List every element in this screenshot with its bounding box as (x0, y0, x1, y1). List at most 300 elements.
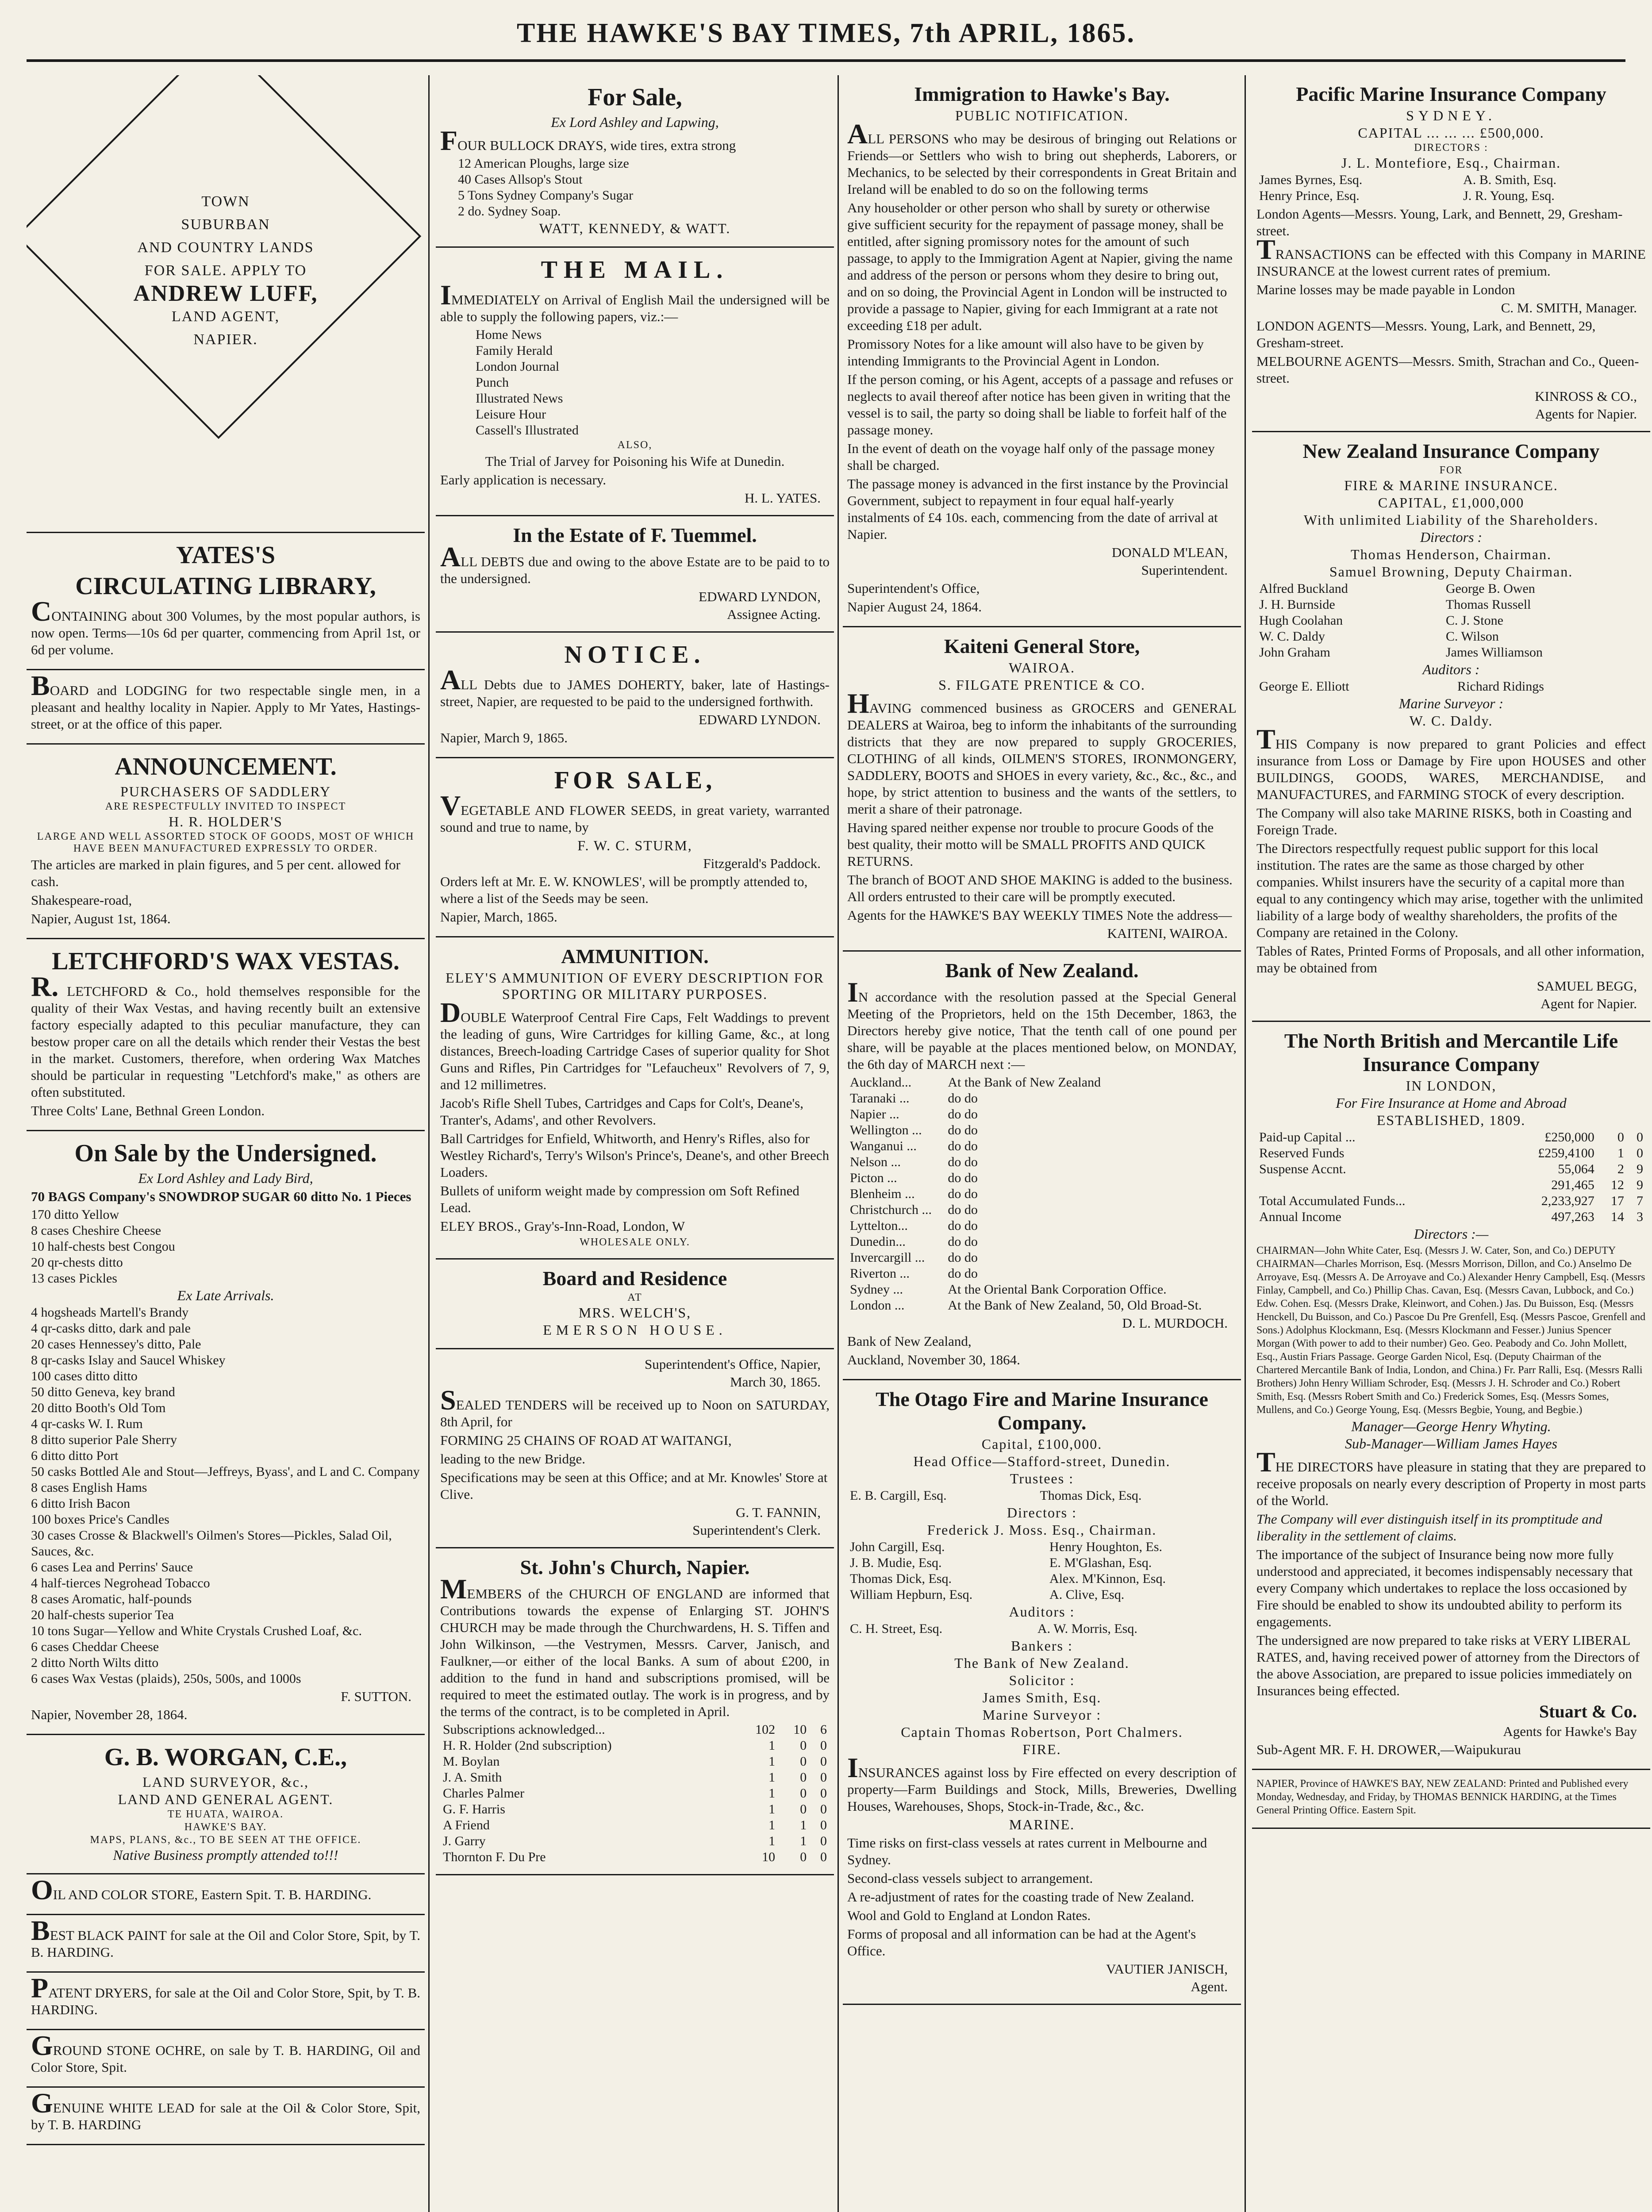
trustees-table (847, 1488, 1237, 1504)
ad-body: BEST BLACK PAINT for sale at the Oil and Color Store, Spit, by T. B. HARDING. (31, 1915, 420, 1960)
ad-body: GROUND STONE OCHRE, on sale by T. B. HARDING, Oil and Color Store, Spit. (31, 2030, 420, 2075)
list-item: 6 ditto Irish Bacon (31, 1496, 131, 1511)
table-row (1256, 1209, 1646, 1225)
table-row (847, 1266, 1237, 1282)
ad-line: Manager—George Henry Whyting. (1351, 1418, 1551, 1434)
table-cell: 0 (820, 1786, 827, 1801)
ad-line: Having spared neither expense nor trouble to procure Goods of the best quality, their motto will be SMALL PROFITS AND QUICK RETURNS. (847, 820, 1214, 869)
ad-line: Marine Surveyor : (982, 1707, 1102, 1723)
ad-line: Bullets of uniform weight made by compression om Soft Refined Lead. (440, 1183, 799, 1215)
table-cell: 0 (800, 1850, 807, 1864)
table-row (440, 1833, 830, 1849)
ad-the-mail (436, 248, 834, 516)
ad-line: ALSO, (617, 439, 653, 451)
ad-line: The branch of BOOT AND SHOE MAKING is added to the business. All orders entrusted to their care will be promptly executed. (847, 872, 1233, 904)
ad-body: GENUINE WHITE LEAD for sale at the Oil & Color Store, Spit, by T. B. HARDING (31, 2087, 420, 2132)
list-item: 4 hogsheads Martell's Brandy (31, 1305, 189, 1320)
ad-heading: THE MAIL. (541, 256, 729, 284)
list-item: Cassell's Illustrated (476, 423, 579, 438)
list-item: 8 cases Aromatic, half-pounds (31, 1592, 192, 1606)
table-cell: 10 (793, 1722, 807, 1737)
ad-line: MRS. WELCH'S, (578, 1305, 692, 1321)
table-cell: M. Boylan (443, 1754, 500, 1769)
ad-name: ANDREW LUFF, (133, 281, 318, 306)
ad-body: VEGETABLE AND FLOWER SEEDS, in great variety, warranted sound and true to name, by (440, 790, 830, 835)
list-item: London Journal (476, 359, 560, 374)
table-cell: 1 (768, 1786, 776, 1801)
table-row (847, 1555, 1237, 1571)
list-item: 20 qr-chests ditto (31, 1255, 123, 1270)
directors-list: CHAIRMAN—John White Cater, Esq. (Messrs J. W. Cater, Son, and Co.) DEPUTY CHAIRMAN—Charles Morrison, Esq. (Messrs Morrison, Dillon, and Co.) Anselmo De Arroyave, Esq. (Messrs A. De Arroyave and Co.) Alexander Henry Campbell, Esq. (Messrs Finlay, Campbell, and Co.) Phillip Chas. Cavan, Esq. (Messrs Cavan, Lubbock, and Co.) Edw. Cohen. Esq. (Messrs Drake, Kleinwort, and Cohen.) Jas. Du Buisson, Esq. (Messrs Henckell, Du Buisson, and Co.) Pascoe Du Pre Grenfell, Esq. (Messrs Pascoe, Grenfell and Sons.) Adolphus Klockmann, Esq. (Messrs Klockmann and Fesser.) Junius Spencer Morgan (With power to add to their number) Geo. Geo. Peabody and Co. John Mollett, Esq., Austin Friars Passage. George Garden Nicol, Esq. (Deputy Chairman of the Chartered Mercantile Bank of India, London, and China.) Fr. Parr Ralli, Esq. (Messrs Ralli Brothers) John Henry William Schroder, Esq. (Messrs J. H. Schroder and Co.) Robert Smith, Esq. (Messrs Robert Smith and Co.) Frederick Somes, Esq. (Messrs Somes, Mullens, and Co.) George Young, Esq. (Messrs Begbie, Young, and Begbie.) (1256, 1245, 1646, 1416)
ad-line: If the person coming, or his Agent, accepts of a passage and refuses or neglects to avail thereof after notice has been given in writing that the vessel is to sail, the party so doing shall be liable to forfeit half of the passage money. (847, 372, 1233, 438)
list-item: 20 cases Hennessey's ditto, Pale (31, 1337, 201, 1352)
ad-nz-insurance (1252, 432, 1650, 1022)
ad-tuemmel (436, 516, 834, 633)
ad-line: Marine Surveyor : (1398, 695, 1504, 711)
ad-line: Agents for the HAWKE'S BAY WEEKLY TIMES Note the address— (847, 907, 1232, 923)
table-cell: Thomas Russell (1445, 597, 1531, 612)
list-item: Illustrated News (476, 391, 563, 406)
table-cell: J. Garry (443, 1834, 486, 1848)
table-cell: A. W. Morris, Esq. (1037, 1621, 1137, 1636)
list-item: Leisure Hour (476, 407, 546, 422)
table-cell: do do (948, 1155, 978, 1169)
ad-announcement (27, 745, 425, 939)
table-cell: At the Oriental Bank Corporation Office. (948, 1282, 1167, 1297)
ad-body: THE DIRECTORS have pleasure in stating that they are prepared to receive proposals on nearly every description of Property in most parts of the World. (1256, 1446, 1646, 1508)
ad-heading: In the Estate of F. Tuemmel. (513, 524, 757, 546)
table-cell: 0 (820, 1754, 827, 1769)
table-cell: C. J. Stone (1445, 613, 1503, 628)
table-cell: 9 (1637, 1162, 1643, 1176)
table-cell: At the Bank of New Zealand, 50, Old Broad-St. (948, 1298, 1202, 1313)
table-row (1256, 1129, 1646, 1145)
table-row (440, 1849, 830, 1865)
ad-body: CONTAINING about 300 Volumes, by the most popular authors, is now open. Terms—10s 6d per quarter, commencing from April 1st, or 6d per volume. (31, 595, 420, 657)
table-cell: 0 (820, 1802, 827, 1816)
ad-otago-insurance (843, 1380, 1241, 2005)
table-cell: 17 (1610, 1194, 1624, 1208)
table-row (847, 1170, 1237, 1186)
ad-line: EMERSON HOUSE. (543, 1322, 727, 1338)
ad-signature: F. W. C. STURM, (577, 837, 692, 853)
ad-line: TE HUATA, WAIROA. (167, 1809, 284, 1820)
table-row (847, 1539, 1237, 1555)
ad-line: Auditors : (1422, 661, 1480, 677)
list-item: 2 ditto North Wilts ditto (31, 1655, 159, 1670)
ad-harding-2 (27, 1973, 425, 2030)
table-cell: 497,263 (1551, 1210, 1594, 1224)
ad-line: Sub-Agent MR. F. H. DROWER,—Waipukurau (1256, 1742, 1521, 1757)
table-cell: 1 (768, 1802, 776, 1816)
ad-line: DIRECTORS : (1414, 142, 1488, 154)
list-item: 8 qr-casks Islay and Saucel Whiskey (31, 1353, 226, 1367)
ad-signature: C. M. SMITH, Manager. (1501, 300, 1637, 315)
ad-harding-4 (27, 2088, 425, 2145)
table-row (847, 1250, 1237, 1266)
ad-subheading: Ex Lord Ashley and Lapwing, (551, 114, 719, 130)
table-cell: Picton ... (850, 1171, 897, 1185)
table-row (847, 1091, 1237, 1106)
ad-for-sale-drays (436, 75, 834, 248)
table-row (1256, 172, 1646, 188)
ad-line: NAPIER. (193, 331, 258, 348)
imprint (1252, 1770, 1650, 1829)
ad-line: Marine losses may be made payable in London (1256, 282, 1515, 297)
ad-line: In the event of death on the voyage half only of the passage money shall be charged. (847, 441, 1215, 473)
table-row (440, 1738, 830, 1754)
list-item: 4 qr-casks ditto, dark and pale (31, 1321, 191, 1336)
bank-places-table (847, 1075, 1237, 1313)
ad-line: Early application is necessary. (440, 472, 607, 488)
ad-line: Auditors : (1009, 1604, 1075, 1620)
list-item: 10 half-chests best Congou (31, 1239, 175, 1254)
table-row (1256, 188, 1646, 204)
table-row (847, 1571, 1237, 1587)
ad-st-johns (436, 1548, 834, 1875)
table-cell: 1 (768, 1834, 776, 1848)
ad-line: Bankers : (1011, 1638, 1073, 1654)
column-1 (27, 75, 425, 2212)
ad-heading: New Zealand Insurance Company (1302, 440, 1600, 462)
table-cell: London ... (850, 1298, 905, 1313)
ad-line: Capital, £100,000. (981, 1436, 1103, 1452)
table-cell: William Hepburn, Esq. (850, 1587, 973, 1602)
table-cell: J. A. Smith (443, 1770, 502, 1785)
table-cell: 12 (1610, 1178, 1624, 1192)
table-cell: A. B. Smith, Esq. (1463, 173, 1556, 187)
column-rule (428, 75, 430, 2212)
list-item: 4 qr-casks W. I. Rum (31, 1417, 143, 1431)
list-item: 6 cases Lea and Perrins' Sauce (31, 1560, 193, 1575)
table-cell: 0 (820, 1834, 827, 1848)
ad-signature: Fitzgerald's Paddock. (703, 856, 821, 871)
table-cell: 0 (800, 1738, 807, 1753)
list-item: 8 cases Cheshire Cheese (31, 1223, 161, 1238)
table-cell: Richard Ridings (1457, 679, 1544, 694)
table-cell: Subscriptions acknowledged... (443, 1722, 605, 1737)
table-row (1256, 1177, 1646, 1193)
table-cell: 9 (1637, 1178, 1643, 1192)
table-cell: 0 (800, 1770, 807, 1785)
ad-bank-nz (843, 952, 1241, 1380)
ad-subheading: Ex Lord Ashley and Lady Bird, (138, 1170, 313, 1186)
auditors-table (847, 1621, 1237, 1637)
ad-subheading: FIRE. (1022, 1741, 1061, 1757)
table-cell: Henry Houghton, Es. (1049, 1540, 1163, 1554)
table-cell: Alex. M'Kinnon, Esq. (1049, 1571, 1166, 1586)
table-cell: do do (948, 1234, 978, 1249)
table-row (1256, 613, 1646, 629)
ad-heading: AMMUNITION. (561, 945, 709, 968)
table-cell: do do (948, 1218, 978, 1233)
table-cell: 0 (800, 1802, 807, 1816)
ad-line: TOWN (201, 193, 250, 210)
table-cell: James Williamson (1445, 645, 1543, 660)
ad-line: The Bank of New Zealand. (954, 1655, 1130, 1671)
ad-line: Samuel Browning, Deputy Chairman. (1329, 564, 1573, 580)
ad-line: H. R. HOLDER'S (169, 814, 283, 830)
ad-heading: Pacific Marine Insurance Company (1296, 83, 1606, 105)
table-cell: 0 (800, 1786, 807, 1801)
ad-line: Head Office—Stafford-street, Dunedin. (913, 1453, 1171, 1469)
table-cell: A Friend (443, 1818, 490, 1832)
ad-line: Directors :— (1414, 1226, 1489, 1242)
table-row (440, 1722, 830, 1738)
ad-signature: F. SUTTON. (341, 1689, 411, 1704)
ad-subheading: WAIROA. (1009, 660, 1075, 676)
table-cell: do do (948, 1107, 978, 1121)
table-cell: Reserved Funds (1259, 1146, 1345, 1160)
ad-subheading: FIRE & MARINE INSURANCE. (1344, 477, 1558, 493)
list-item: 20 ditto Booth's Old Tom (31, 1401, 166, 1415)
ad-line: ESTABLISHED, 1809. (1376, 1112, 1526, 1128)
table-cell: £259,4100 (1538, 1146, 1594, 1160)
ad-body: IMMEDIATELY on Arrival of English Mail the undersigned will be able to supply the following papers, viz.:— (440, 279, 830, 324)
list-item: 2 do. Sydney Soap. (458, 204, 561, 219)
ad-line: A re-adjustment of rates for the coasting trade of New Zealand. (847, 1889, 1195, 1905)
list-item: 8 cases English Hams (31, 1480, 147, 1495)
ad-signature: SAMUEL BEGG, (1537, 978, 1637, 994)
ad-line: J. L. Montefiore, Esq., Chairman. (1341, 155, 1561, 171)
ad-line: MELBOURNE AGENTS—Messrs. Smith, Strachan and Co., Queen-street. (1256, 353, 1639, 386)
ad-heading: The North British and Mercantile Life Insurance Company (1284, 1029, 1618, 1075)
table-row (847, 1186, 1237, 1202)
table-cell: J. B. Mudie, Esq. (850, 1555, 942, 1570)
table-cell: 102 (755, 1722, 776, 1737)
ad-yates-library (27, 533, 425, 670)
table-row (847, 1106, 1237, 1122)
table-cell: Henry Prince, Esq. (1259, 188, 1360, 203)
list-item: Punch (476, 375, 509, 390)
ad-line: LAND SURVEYOR, &c., (142, 1774, 309, 1790)
table-row (440, 1770, 830, 1786)
item-list (31, 1305, 420, 1687)
list-item: 40 Cases Allsop's Stout (458, 172, 583, 187)
table-cell: Wanganui ... (850, 1139, 917, 1153)
table-cell: 2,233,927 (1541, 1194, 1594, 1208)
table-cell: John Graham (1259, 645, 1330, 660)
ad-heading: Kaiteni General Store, (944, 635, 1140, 657)
ad-line: Orders left at Mr. E. W. KNOWLES', will be promptly attended to, where a list of the Seeds may be seen. (440, 874, 808, 906)
table-cell: 1 (768, 1754, 776, 1769)
ad-line: MAPS, PLANS, &c., TO BE SEEN AT THE OFFICE. (90, 1834, 361, 1846)
table-cell: 3 (1637, 1210, 1643, 1224)
ad-line: S. FILGATE PRENTICE & CO. (938, 677, 1145, 693)
ad-line: Napier, November 28, 1864. (31, 1707, 188, 1722)
ad-heading: For Sale, (588, 84, 682, 111)
ad-line: Superintendent's Office, (847, 580, 980, 596)
table-cell: do do (948, 1091, 978, 1106)
ad-signature: G. T. FANNIN, (735, 1505, 821, 1520)
ad-heading: ANNOUNCEMENT. (115, 753, 337, 780)
ad-body: TRANSACTIONS can be effected with this Company in MARINE INSURANCE at the lowest current rates of premium. (1256, 234, 1646, 279)
ad-line: Directors : (1420, 529, 1483, 545)
ad-line: Three Colts' Lane, Bethnal Green London. (31, 1103, 265, 1118)
ad-pacific-marine (1252, 75, 1650, 432)
table-cell: 55,064 (1558, 1162, 1594, 1176)
ad-line: Tables of Rates, Printed Forms of Proposals, and all other information, may be obtained from (1256, 943, 1644, 975)
table-row (847, 1122, 1237, 1138)
ad-line: PURCHASERS OF SADDLERY (120, 783, 331, 799)
ad-heading: G. B. WORGAN, C.E., (104, 1743, 347, 1771)
table-row (847, 1298, 1237, 1313)
ad-harding-1 (27, 1915, 425, 1973)
list-item: 50 ditto Geneva, key brand (31, 1385, 175, 1399)
ad-signature: ELEY BROS., Gray's-Inn-Road, London, W (440, 1218, 685, 1234)
ad-line: FOR (1439, 465, 1463, 476)
table-cell: Blenheim ... (850, 1187, 915, 1201)
table-cell: George E. Elliott (1259, 679, 1349, 694)
table-cell: 291,465 (1551, 1178, 1594, 1192)
ad-line: Sub-Manager—William James Hayes (1345, 1436, 1557, 1452)
ad-signature: WATT, KENNEDY, & WATT. (539, 220, 731, 236)
ad-line: Native Business promptly attended to!!! (113, 1847, 338, 1863)
table-cell: Annual Income (1259, 1210, 1341, 1224)
ad-line: ARE RESPECTFULLY INVITED TO INSPECT (105, 801, 346, 812)
table-cell: George B. Owen (1445, 581, 1535, 596)
ad-kaiteni (843, 627, 1241, 952)
table-row (1256, 1193, 1646, 1209)
ad-signature: KAITENI, WAIROA. (1107, 926, 1228, 941)
table-row (847, 1138, 1237, 1154)
table-cell: 6 (820, 1722, 827, 1737)
table-row (1256, 1161, 1646, 1177)
ad-body: MEMBERS of the CHURCH OF ENGLAND are informed that Contributions towards the expense of Enlarging ST. JOHN'S CHURCH may be made through the Churchwardens, H. S. Tiffen and John Wilkinson, —the Vestrymen, Messrs. Carver, Janisch, and Faulkner,—or either of the local Banks. A sum of about £200, in addition to the fund in hand and subscriptions promised, will be required to meet the estimated outlay. The work is in progress, and by the terms of the contract, is to be completed in April. (440, 1573, 830, 1719)
ad-seeds (436, 758, 834, 937)
ad-line: With unlimited Liability of the Shareholders. (1303, 512, 1599, 528)
ad-line: Forms of proposal and all information can be had at the Agent's Office. (847, 1926, 1196, 1959)
ad-harding-0 (27, 1874, 425, 1915)
table-cell: do do (948, 1139, 978, 1153)
ad-line: Trustees : (1010, 1471, 1074, 1486)
table-row (847, 1282, 1237, 1298)
table-row (847, 1154, 1237, 1170)
table-cell: J. R. Young, Esq. (1463, 188, 1555, 203)
table-cell: Suspense Accnt. (1259, 1162, 1346, 1176)
table-row (1256, 645, 1646, 661)
table-cell: do do (948, 1187, 978, 1201)
ad-line: Napier, March 9, 1865. (440, 730, 568, 745)
table-cell: Thomas Dick, Esq. (850, 1571, 952, 1586)
ad-line: AT (627, 1292, 642, 1303)
ad-line: James Smith, Esq. (982, 1690, 1102, 1705)
ad-line: LARGE AND WELL ASSORTED STOCK OF GOODS, MOST OF WHICH HAVE BEEN MANUFACTURED EXPRESSLY TO ORDER. (37, 831, 415, 854)
ad-line: Ball Cartridges for Enfield, Whitworth, and Henry's Rifles, also for Westley Richard's, Terry's Wilson's Prince's, Deane's, and other Breech Loaders. (440, 1131, 830, 1180)
ad-sutton-sale (27, 1131, 425, 1735)
masthead-title: THE HAWKE'S BAY TIMES, 7th APRIL, 1865. (516, 18, 1136, 48)
ad-worgan (27, 1735, 425, 1874)
item-list (440, 327, 830, 438)
ad-line: The Directors respectfully request public support for this local institution. The rates are the same as those charged by other companies. Whilst insurers have the security of a capital more than equal to any contingency which may arise, together with the unlimited liability of a large body of wealthy shareholders, the profits of the Company are retained in the Colony. (1256, 841, 1643, 940)
table-cell: H. R. Holder (2nd subscription) (443, 1738, 612, 1753)
list-item: 100 boxes Price's Candles (31, 1512, 169, 1527)
ad-subheading: MARINE. (1009, 1816, 1075, 1832)
table-row (1256, 581, 1646, 597)
list-item: 170 ditto Yellow (31, 1207, 119, 1222)
table-row (1256, 1145, 1646, 1161)
table-cell: 1 (800, 1834, 807, 1848)
ad-line: LAND AND GENERAL AGENT. (118, 1791, 334, 1807)
table-cell: 0 (1617, 1130, 1624, 1144)
table-cell: 0 (800, 1754, 807, 1769)
table-cell: Napier ... (850, 1107, 899, 1121)
ad-line: AND COUNTRY LANDS (137, 239, 314, 256)
table-cell: £250,000 (1544, 1130, 1594, 1144)
list-item: 50 casks Bottled Ale and Stout—Jeffreys, Byass', and L and C. Company (31, 1464, 420, 1479)
ad-line: 70 BAGS Company's SNOWDROP SUGAR 60 ditto No. 1 Pieces (31, 1189, 411, 1204)
ad-line: leading to the new Bridge. (440, 1451, 585, 1467)
ad-body: HAVING commenced business as GROCERS and GENERAL DEALERS at Wairoa, beg to inform the inhabitants of the surrounding districts that they are now prepared to supply GROCERIES, CLOTHING of all kinds, OILMEN'S STORES, IRONMONGERY, SADDLERY, BOOTS and SHOES in every variety, &c., &c., &c., and hope, by strict attention to business and the wants of the settlers, to merit a share of their patronage. (847, 687, 1237, 817)
table-cell: 0 (820, 1850, 827, 1864)
ad-body: DOUBLE Waterproof Central Fire Caps, Felt Waddings to prevent the leading of guns, Wire Cartridges for killing Game, &c., at long distances, Breech-loading Cartridge Cases of superior quality for Shot Guns and Rifles, Pin Cartridges for "Lefaucheux" Revolvers of 7, 9, and 12 millimetres. (440, 997, 830, 1092)
table-cell: 1 (800, 1818, 807, 1832)
ad-heading: Immigration to Hawke's Bay. (914, 83, 1170, 105)
ad-body: The articles are marked in plain figures, and 5 per cent. allowed for cash. (31, 857, 400, 889)
ad-signature: Stuart & Co. (1539, 1701, 1637, 1721)
table-cell: John Cargill, Esq. (850, 1540, 945, 1554)
table-cell: Dunedin... (850, 1234, 906, 1249)
table-cell: Invercargill ... (850, 1250, 925, 1265)
ad-body: INSURANCES against loss by Fire effected on every description of property—Farm Buildings and Stock, Mills, Breweries, Dwelling Houses, Warehouses, Shops, Stock-in-Trade, &c., &c. (847, 1752, 1237, 1814)
ad-heading: NOTICE. (564, 641, 706, 668)
table-cell: James Byrnes, Esq. (1259, 173, 1363, 187)
ad-line: The undersigned are now prepared to take risks at VERY LIBERAL RATES, and, having received power of attorney from the Directors of the above Association, are prepared to issue policies immediately on Insurances being effected. (1256, 1632, 1640, 1698)
ad-signature: Agents for Napier. (1535, 406, 1637, 422)
ad-line: SUBURBAN (181, 216, 270, 233)
table-cell: 1 (768, 1738, 776, 1753)
table-cell (1256, 1177, 1498, 1193)
table-row (440, 1817, 830, 1833)
table-cell: 1 (1617, 1146, 1624, 1160)
column-rule (1245, 75, 1246, 2212)
table-cell: Paid-up Capital ... (1259, 1130, 1356, 1144)
ad-line: Wool and Gold to England at London Rates. (847, 1908, 1091, 1923)
ad-line: FOR SALE. APPLY TO (144, 262, 307, 279)
ad-body: ALL PERSONS who may be desirous of bringing out Relations or Friends—or Settlers who wish to bring out shepherds, Laborers, or Mechanics, to be selected by their correspondents in Great Britain and Ireland will be enabled to do so on the following terms (847, 118, 1237, 197)
ad-line: Solicitor : (1009, 1672, 1075, 1688)
ad-signature: Assignee Acting. (727, 607, 821, 622)
auditors-table (1256, 679, 1646, 695)
table-row (847, 1075, 1237, 1091)
table-cell: C. H. Street, Esq. (850, 1621, 943, 1636)
ad-body: SEALED TENDERS will be received up to Noon on SATURDAY, 8th April, for (440, 1384, 830, 1429)
table-cell: Charles Palmer (443, 1786, 525, 1801)
ad-line: HAWKE'S BAY. (184, 1821, 267, 1833)
list-item: 8 ditto superior Pale Sherry (31, 1432, 177, 1447)
ad-line: Captain Thomas Robertson, Port Chalmers. (901, 1724, 1183, 1740)
table-cell: Auckland... (850, 1075, 912, 1090)
table-cell: do do (948, 1266, 978, 1281)
ad-line: Any householder or other person who shall by surety or otherwise give sufficient security for the repayment of passage money, shall be entitled, after signing promissory notes for the amount of such passage, to apply to the Immigration Agent at Napier, giving the name and address of the person or persons whom they desire to bring out, and on so doing, the Provincial Agent in London will be instructed to provide a passage to Napier, giving for each Immigrant at a rate not exceeding £18 per adult. (847, 200, 1233, 333)
list-item: 12 American Ploughs, large size (458, 156, 629, 171)
ad-immigration (843, 75, 1241, 627)
ad-body: ALL DEBTS due and owing to the above Estate are to be paid to to the undersigned. (440, 541, 830, 586)
table-cell: G. F. Harris (443, 1802, 505, 1816)
masthead (27, 18, 1625, 66)
item-list (440, 156, 830, 219)
ad-line: Specifications may be seen at this Office; and at Mr. Knowles' Store at Clive. (440, 1470, 828, 1502)
ad-subheading: PUBLIC NOTIFICATION. (955, 108, 1129, 123)
ad-line: WHOLESALE ONLY. (580, 1237, 690, 1248)
table-cell: E. B. Cargill, Esq. (850, 1488, 947, 1503)
ad-line: CAPITAL, £1,000,000 (1378, 495, 1525, 511)
ad-line: LAND AGENT, (171, 308, 280, 325)
table-row (847, 1587, 1237, 1603)
table-cell: do do (948, 1202, 978, 1217)
ad-tenders (436, 1349, 834, 1548)
table-cell: Lyttelton... (850, 1218, 908, 1233)
